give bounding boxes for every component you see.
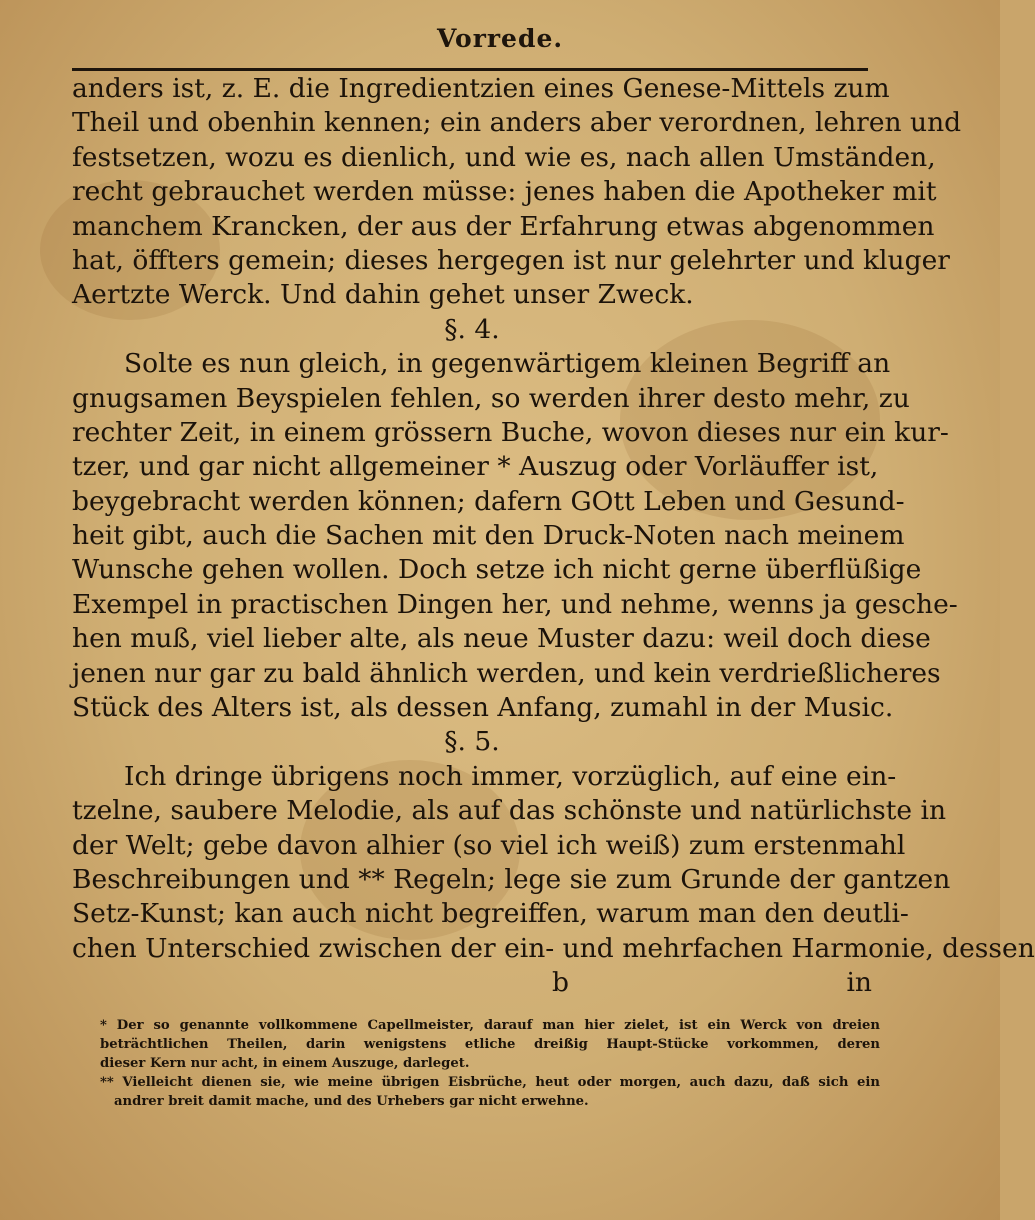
- signature-line: [72, 966, 872, 1000]
- text-line: der Welt; gebe davon alhier (so viel ich weiß) zum erstenmahl: [72, 829, 906, 861]
- footnote-line: * Der so genannte vollkommene Capellmeister, darauf man hier zielet, ist ein Werck von dreien: [100, 1018, 880, 1033]
- text-line: Aertzte Werck. Und dahin gehet unser Zweck.: [72, 279, 694, 311]
- text-line: Stück des Alters ist, als dessen Anfang, zumahl in der Music.: [72, 692, 894, 724]
- text-line: festsetzen, wozu es dienlich, und wie es, nach allen Umständen,: [72, 141, 936, 173]
- text-line: Wunsche gehen wollen. Doch setze ich nicht gerne überflüßige: [72, 554, 922, 586]
- text-line: Ich dringe übrigens noch immer, vorzüglich, auf eine ein-: [124, 760, 897, 792]
- text-line: hat, öffters gemein; dieses hergegen ist nur gelehrter und kluger: [72, 244, 950, 276]
- text-line: tzelne, saubere Melodie, als auf das schönste und natürlichste in: [72, 795, 947, 827]
- footnotes: [100, 1016, 880, 1111]
- running-head: Vorrede.: [436, 24, 564, 53]
- text-line: rechter Zeit, in einem grössern Buche, wovon dieses nur ein kur-: [72, 416, 949, 448]
- text-line: recht gebrauchet werden müsse: jenes haben die Apotheker mit: [72, 176, 937, 208]
- section-heading: §. 4.: [444, 313, 500, 345]
- catchword: in: [846, 967, 872, 999]
- text-line: anders ist, z. E. die Ingredientzien eines Genese-Mittels zum: [72, 73, 890, 104]
- text-line: Beschreibungen und ** Regeln; lege sie zum Grunde der gantzen: [72, 863, 951, 895]
- text-line: manchem Krancken, der aus der Erfahrung etwas abgenommen: [72, 210, 935, 242]
- text-line: Theil und obenhin kennen; ein anders aber verordnen, lehren und: [72, 107, 962, 139]
- footnote-line: andrer breit damit mache, und des Urhebers gar nicht erwehne.: [114, 1094, 589, 1109]
- section-heading: §. 5.: [444, 726, 500, 758]
- text-line: Setz-Kunst; kan auch nicht begreiffen, warum man den deutli-: [72, 898, 909, 930]
- text-line: tzer, und gar nicht allgemeiner * Auszug oder Vorläuffer ist,: [72, 451, 879, 483]
- footnote-line: dieser Kern nur acht, in einem Auszuge, darleget.: [100, 1056, 470, 1071]
- text-line: Exempel in practischen Dingen her, und nehme, wenns ja gesche-: [72, 588, 958, 620]
- text-line: jenen nur gar zu bald ähnlich werden, und kein verdrießlicheres: [72, 657, 941, 689]
- text-line: hen muß, viel lieber alte, als neue Muster dazu: weil doch diese: [72, 623, 931, 655]
- text-line: chen Unterschied zwischen der ein- und mehrfachen Harmonie, dessen: [72, 932, 1035, 964]
- text-line: Solte es nun gleich, in gegenwärtigem kleinen Begriff an: [124, 348, 891, 380]
- text-line: beygebracht werden können; dafern GOtt Leben und Gesund-: [72, 485, 905, 517]
- footnote-line: ** Vielleicht dienen sie, wie meine übrigen Eisbrüche, heut oder morgen, auch dazu, daß sich ein: [100, 1075, 880, 1090]
- signature-mark: b: [552, 967, 569, 999]
- main-text: [72, 72, 1035, 1001]
- header-rule: [72, 68, 868, 71]
- footnote-line: beträchtlichen Theilen, darin wenigstens etliche dreißig Haupt-Stücke vorkommen, deren: [100, 1037, 880, 1052]
- text-line: heit gibt, auch die Sachen mit den Druck-Noten nach meinem: [72, 520, 905, 552]
- text-line: gnugsamen Beyspielen fehlen, so werden ihrer desto mehr, zu: [72, 382, 910, 414]
